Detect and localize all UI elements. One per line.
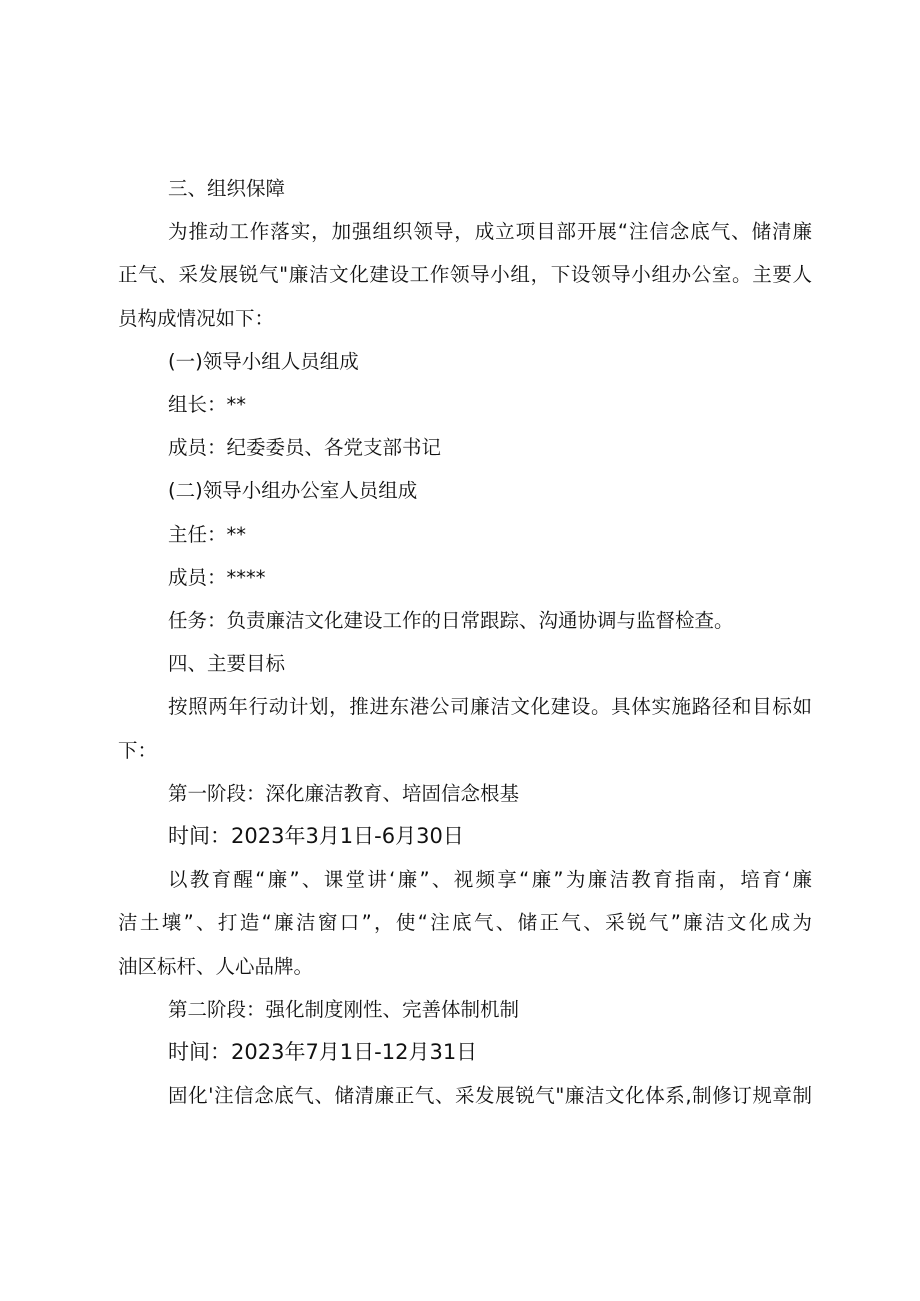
paragraph-line: 正气、采发展锐气"廉洁文化建设工作领导小组，下设领导小组办公室。主要人 xyxy=(118,263,812,287)
paragraph-line: 油区标杆、人心品牌。 xyxy=(118,954,314,978)
paragraph xyxy=(118,685,812,771)
text-line: 成员：纪委委员、各党支部书记 xyxy=(168,436,442,460)
stage-time: 时间：2023年7月1日-12月31日 xyxy=(168,1040,478,1065)
paragraph-line: 洁土壤”、打造“廉洁窗口”，使“注底气、储正气、采锐气”廉洁文化成为 xyxy=(118,911,812,935)
text-line: 主任：** xyxy=(168,522,247,546)
paragraph-line: 为推动工作落实，加强组织领导，成立项目部开展“注信念底气、储清廉 xyxy=(168,220,812,244)
paragraph xyxy=(118,858,812,988)
text-line: 任务：负责廉洁文化建设工作的日常跟踪、沟通协调与监督检查。 xyxy=(168,609,734,633)
stage-title: 第二阶段：强化制度刚性、完善体制机制 xyxy=(168,997,520,1021)
paragraph xyxy=(118,210,812,340)
subsection-heading: (二)领导小组办公室人员组成 xyxy=(168,479,418,503)
paragraph xyxy=(118,1074,812,1117)
stage-time: 时间：2023年3月1日-6月30日 xyxy=(168,824,464,849)
subsection-heading: (一)领导小组人员组成 xyxy=(168,349,359,373)
paragraph-line: 员构成情况如下： xyxy=(118,306,275,330)
text-line: 成员：**** xyxy=(168,565,266,589)
stage-title: 第一阶段：深化廉洁教育、培固信念根基 xyxy=(168,781,520,805)
paragraph-line: 下： xyxy=(118,738,158,762)
text-line: 组长：** xyxy=(168,393,247,417)
paragraph-line: 固化'注信念底气、储清廉正气、采发展锐气"廉洁文化体系,制修订规章制 xyxy=(168,1084,812,1108)
document-body xyxy=(118,167,812,1117)
paragraph-line: 以教育醒“廉”、课堂讲‘廉”、视频享“廉”为廉洁教育指南，培育‘廉 xyxy=(168,868,812,892)
section-heading: 三、组织保障 xyxy=(168,177,286,200)
section-heading: 四、主要目标 xyxy=(168,652,286,676)
paragraph-line: 按照两年行动计划，推进东港公司廉洁文化建设。具体实施路径和目标如 xyxy=(168,695,812,719)
